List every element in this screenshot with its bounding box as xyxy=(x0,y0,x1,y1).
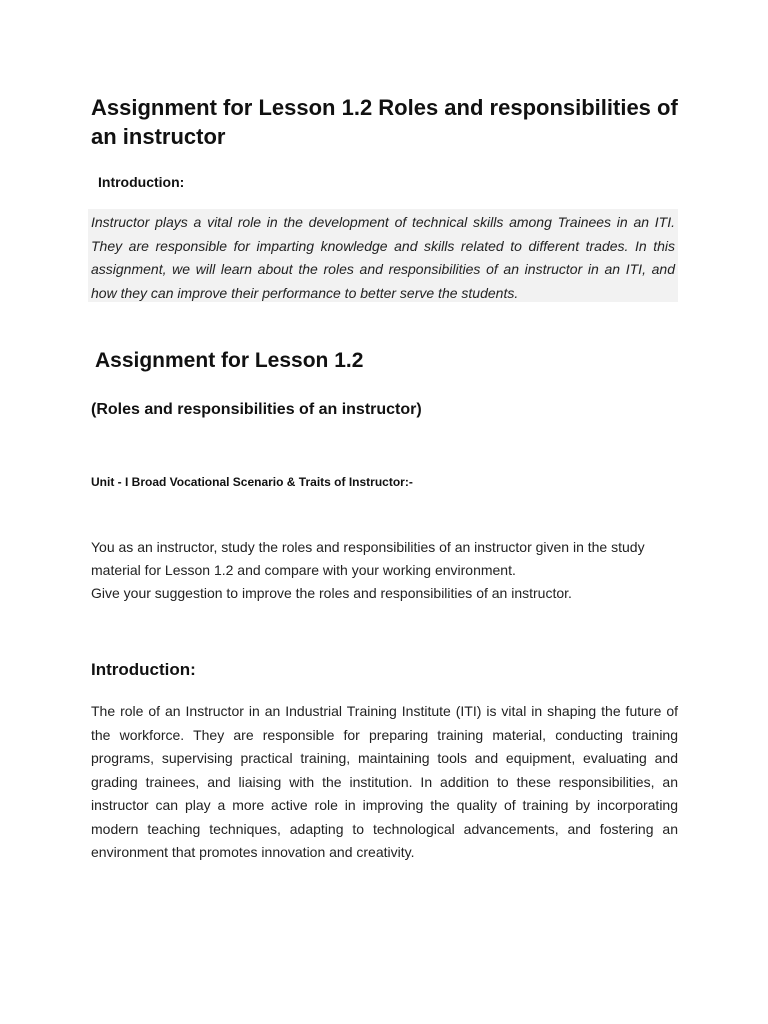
intro-text-box: Instructor plays a vital role in the development of technical skills among Trainees in an ITI. They are responsible for imparting knowledge and skills related to different trades. In this assignment, we will learn about the roles and responsibilities of an instructor in an ITI, and how they can improve their performance to better serve the students. xyxy=(88,209,678,302)
unit-title: Unit - I Broad Vocational Scenario & Traits of Instructor:- xyxy=(91,475,413,489)
task-instructions xyxy=(91,536,691,605)
introduction-heading: Introduction: xyxy=(91,660,196,679)
intro-label: Introduction: xyxy=(98,174,185,190)
assignment-subheading: (Roles and responsibilities of an instructor) xyxy=(91,401,422,418)
assignment-heading: Assignment for Lesson 1.2 xyxy=(95,349,364,372)
introduction-paragraph: The role of an Instructor in an Industrial Training Institute (ITI) is vital in shaping the future of the workforce. They are responsible for preparing training material, conducting training programs, supervising practical training, maintaining tools and equipment, evaluating and grading trainees, and liaising with the institution. In addition to these responsibilities, an instructor can play a more active role in improving the quality of training by incorporating modern teaching techniques, adapting to technological advancements, and fostering an environment that promotes innovation and creativity. xyxy=(91,703,678,860)
document-title: Assignment for Lesson 1.2 Roles and responsibilities of an instructor xyxy=(91,95,678,149)
task-line-2: Give your suggestion to improve the roles and responsibilities of an instructor. xyxy=(91,585,572,601)
task-line-1: You as an instructor, study the roles and responsibilities of an instructor given in the study material for Lesson 1.2 and compare with your working environment. xyxy=(91,539,645,578)
